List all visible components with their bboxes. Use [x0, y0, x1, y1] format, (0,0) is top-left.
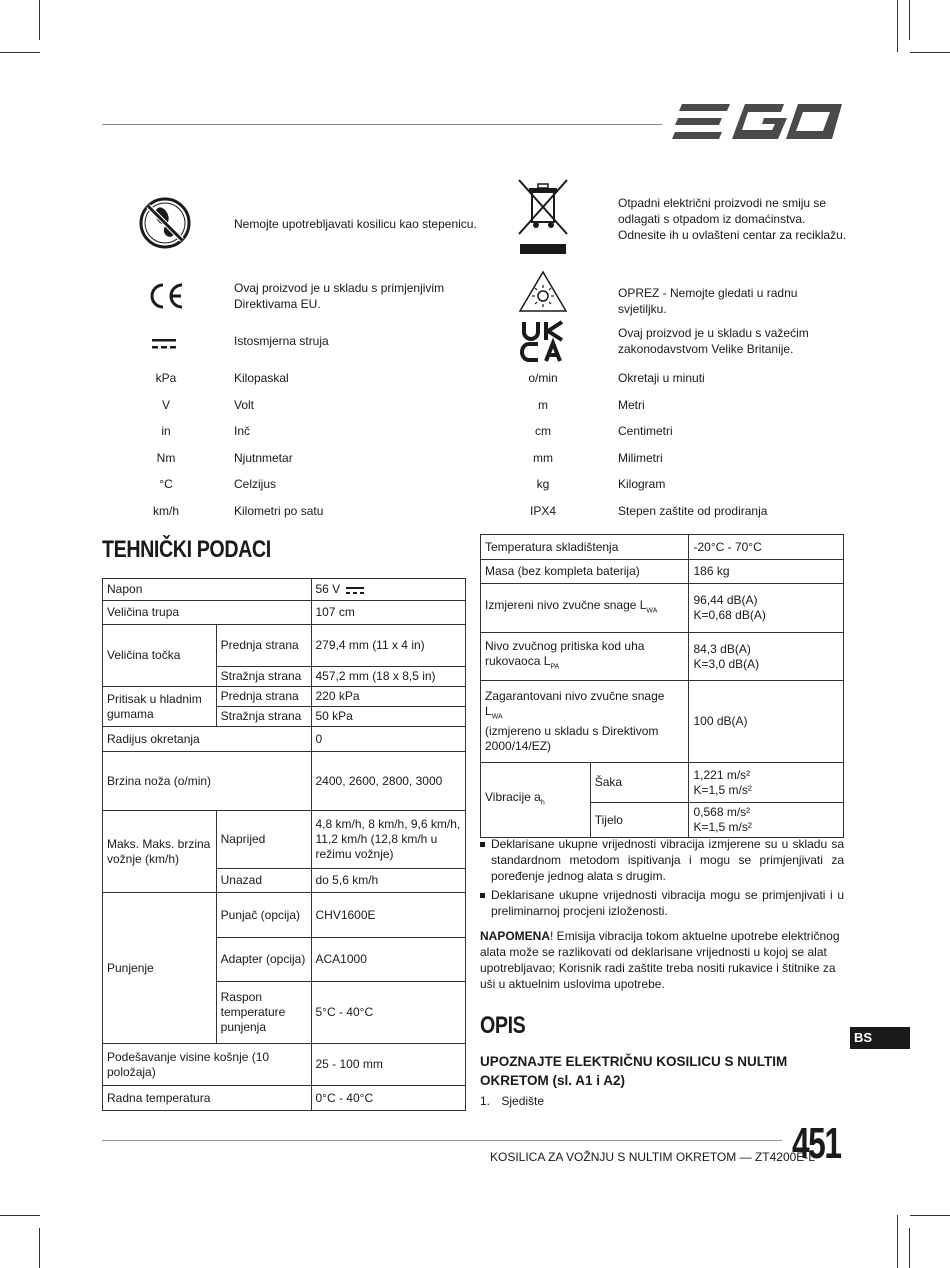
- spec-label: Radijus okretanja: [103, 727, 312, 752]
- crop-mark: [897, 0, 898, 52]
- spec-sublabel: Punjač (opcija): [216, 893, 311, 938]
- spec-label: Temperatura skladištenja: [481, 535, 689, 560]
- tech-heading: TEHNIČKI PODACI: [102, 536, 271, 563]
- spec-label: Punjenje: [103, 893, 217, 1044]
- spec-value: 107 cm: [311, 601, 466, 625]
- spec-value: -20°C - 70°C: [689, 535, 844, 560]
- crop-mark: [909, 1228, 910, 1268]
- spec-sublabel: Šaka: [590, 763, 689, 803]
- spec-value: CHV1600E: [311, 893, 466, 938]
- crop-mark: [0, 1215, 40, 1216]
- spec-value-napon: 56 V: [311, 579, 466, 601]
- direct-current-icon: [346, 585, 364, 595]
- spec-sublabel: Prednja strana: [216, 687, 311, 707]
- unit-desc: Celzijus: [234, 477, 277, 491]
- unit-desc: Kilopaskal: [234, 371, 289, 385]
- spec-label: Pritisak u hladnim gumama: [103, 687, 217, 727]
- unit-abbr: Nm: [156, 451, 176, 465]
- spec-label: Podešavanje visine košnje (10 položaja): [103, 1044, 312, 1086]
- symbol-text-light: OPREZ - Nemojte gledati u radnu svjetiljku.: [618, 286, 798, 316]
- spec-value: 220 kPa: [311, 687, 466, 707]
- spec-label: Maks. Maks. brzina vožnje (km/h): [103, 811, 217, 893]
- opis-subheading: UPOZNAJTE ELEKTRIČNU KOSILICU S NULTIM OKRETOM (sl. A1 i A2): [480, 1054, 788, 1088]
- crop-mark: [910, 52, 950, 53]
- spec-sublabel: Prednja strana: [216, 625, 311, 667]
- unit-abbr: o/min: [528, 371, 558, 385]
- spec-label-sound-power: Izmjereni nivo zvučne snage $L_{WA}$: [481, 584, 689, 633]
- unit-abbr: V: [161, 398, 170, 412]
- tech-table-left: [102, 578, 466, 1111]
- footer-rule: [102, 1140, 782, 1141]
- vibration-notes: [480, 836, 844, 922]
- spec-label: Veličina točka: [103, 625, 217, 687]
- spec-value: 2400, 2600, 2800, 3000: [311, 752, 466, 811]
- symbol-text-ukca: Ovaj proizvod je u skladu s važećim zakonodavstvom Velike Britanije.: [618, 326, 809, 356]
- spec-label-guaranteed: Zagarantovani nivo zvučne snage $L_{WA}$ (izmjereno u skladu s Direktivom 2000/14/EZ): [481, 681, 689, 763]
- opis-heading: OPIS: [480, 1012, 526, 1039]
- svg-text:EGO: EGO: [672, 102, 675, 103]
- spec-sublabel: Stražnja strana: [216, 667, 311, 687]
- spec-value: 50 kPa: [311, 707, 466, 727]
- page-number: 451: [792, 1119, 841, 1168]
- unit-desc: Inč: [234, 424, 251, 438]
- spec-label: Veličina trupa: [103, 601, 312, 625]
- spec-value: 5°C - 40°C: [311, 982, 466, 1044]
- spec-value: 84,3 dB(A) K=3,0 dB(A): [689, 633, 844, 681]
- spec-label: Radna temperatura: [103, 1086, 312, 1111]
- note-label: NAPOMENA: [480, 929, 551, 943]
- unit-desc: Centimetri: [618, 424, 673, 438]
- unit-abbr: mm: [533, 451, 553, 465]
- list-item: Deklarisane ukupne vrijednosti vibracija mogu se primjenjivati i u preliminarnoj procjeni izloženosti.: [480, 887, 844, 919]
- spec-value: 279,4 mm (11 x 4 in): [311, 625, 466, 667]
- unit-abbr: cm: [535, 424, 551, 438]
- unit-abbr: °C: [159, 477, 173, 491]
- ego-logo: [672, 102, 844, 146]
- crop-mark: [0, 52, 40, 53]
- ce-mark-icon: [146, 282, 186, 310]
- spec-value: 186 kg: [689, 560, 844, 584]
- spec-sublabel: Tijelo: [590, 803, 689, 838]
- spec-label: Brzina noža (o/min): [103, 752, 312, 811]
- ukca-mark-icon: [520, 320, 566, 362]
- unit-abbr: km/h: [152, 504, 179, 518]
- direct-current-icon: [150, 336, 178, 352]
- spec-label: Masa (bez kompleta baterija): [481, 560, 689, 584]
- note-paragraph: [480, 928, 844, 992]
- crop-mark: [909, 0, 910, 40]
- unit-desc: Stepen zaštite od prodiranja: [618, 504, 768, 518]
- spec-label: Napon: [103, 579, 312, 601]
- language-tab: BS: [850, 1027, 910, 1049]
- item-text: Sjedište: [501, 1094, 545, 1108]
- spec-value: 4,8 km/h, 8 km/h, 9,6 km/h, 11,2 km/h (12,8 km/h u režimu vožnje): [311, 811, 466, 869]
- spec-value: do 5,6 km/h: [311, 869, 466, 893]
- spec-label-vibration: Vibracije $a_h$: [481, 763, 591, 838]
- spec-value: 457,2 mm (18 x 8,5 in): [311, 667, 466, 687]
- spec-sublabel: Stražnja strana: [216, 707, 311, 727]
- unit-desc: Kilogram: [618, 477, 666, 491]
- weee-bin-icon: [516, 178, 570, 256]
- item-number: 1.: [480, 1094, 491, 1108]
- symbol-text-ce: Ovaj proizvod je u skladu s primjenjivim Direktivama EU.: [234, 281, 445, 311]
- symbol-text-weee: Otpadni električni proizvodi ne smiju se odlagati s otpadom iz domaćinstva. Odnesite ih u ovlašteni centar za reciklažu.: [618, 196, 847, 242]
- unit-abbr: IPX4: [529, 504, 556, 518]
- crop-mark: [910, 1215, 950, 1216]
- unit-desc: Okretaji u minuti: [618, 371, 705, 385]
- unit-desc: Njutnmetar: [234, 451, 293, 465]
- crop-mark: [39, 0, 40, 40]
- spec-sublabel: Raspon temperature punjenja: [216, 982, 311, 1044]
- symbol-text-dc: Istosmjerna struja: [234, 334, 329, 348]
- spec-value: 100 dB(A): [689, 681, 844, 763]
- footer-title: KOSILICA ZA VOŽNJU S NULTIM OKRETOM — ZT4200E-L: [490, 1150, 815, 1164]
- unit-desc: Milimetri: [618, 451, 663, 465]
- note-text: ! Emisija vibracija tokom aktuelne upotrebe električnog alata može se razlikovati od deklarisane vrijednosti u kojoj se alat upotrebljavao; Korisnik radi zaštite treba nositi rukavice i štitnike za uši u aktuelnim uslovima upotrebe.: [480, 929, 840, 991]
- crop-mark: [39, 1228, 40, 1268]
- spec-value: ACA1000: [311, 938, 466, 982]
- header-rule: [102, 124, 662, 125]
- spec-value: 96,44 dB(A) K=0,68 dB(A): [689, 584, 844, 633]
- unit-desc: Volt: [234, 398, 255, 412]
- tech-table-right: [480, 534, 844, 838]
- unit-desc: Kilometri po satu: [234, 504, 324, 518]
- unit-abbr: in: [161, 424, 171, 438]
- list-item: [480, 1094, 544, 1108]
- symbol-text-no-step: Nemojte upotrebljavati kosilicu kao stepenicu.: [234, 217, 477, 231]
- spec-value: 0°C - 40°C: [311, 1086, 466, 1111]
- spec-value: 0,568 m/s² K=1,5 m/s²: [689, 803, 844, 838]
- unit-abbr: kg: [536, 477, 550, 491]
- spec-value: 0: [311, 727, 466, 752]
- spec-sublabel: Naprijed: [216, 811, 311, 869]
- spec-value: 1,221 m/s² K=1,5 m/s²: [689, 763, 844, 803]
- unit-abbr: kPa: [155, 371, 177, 385]
- no-step-icon: [138, 196, 192, 250]
- spec-sublabel: Adapter (opcija): [216, 938, 311, 982]
- spec-value: 25 - 100 mm: [311, 1044, 466, 1086]
- spec-sublabel: Unazad: [216, 869, 311, 893]
- unit-desc: Metri: [618, 398, 645, 412]
- light-warning-icon: [518, 270, 568, 314]
- list-item: Deklarisane ukupne vrijednosti vibracija izmjerene su u skladu sa standardnom metodom ispitivanja i mogu se primjenjivati za poređenje jednog alata s drugim.: [480, 836, 844, 884]
- crop-mark: [897, 1215, 898, 1268]
- unit-abbr: m: [538, 398, 548, 412]
- spec-label-sound-pressure: Nivo zvučnog pritiska kod uha rukovaoca $L_{PA}$: [481, 633, 689, 681]
